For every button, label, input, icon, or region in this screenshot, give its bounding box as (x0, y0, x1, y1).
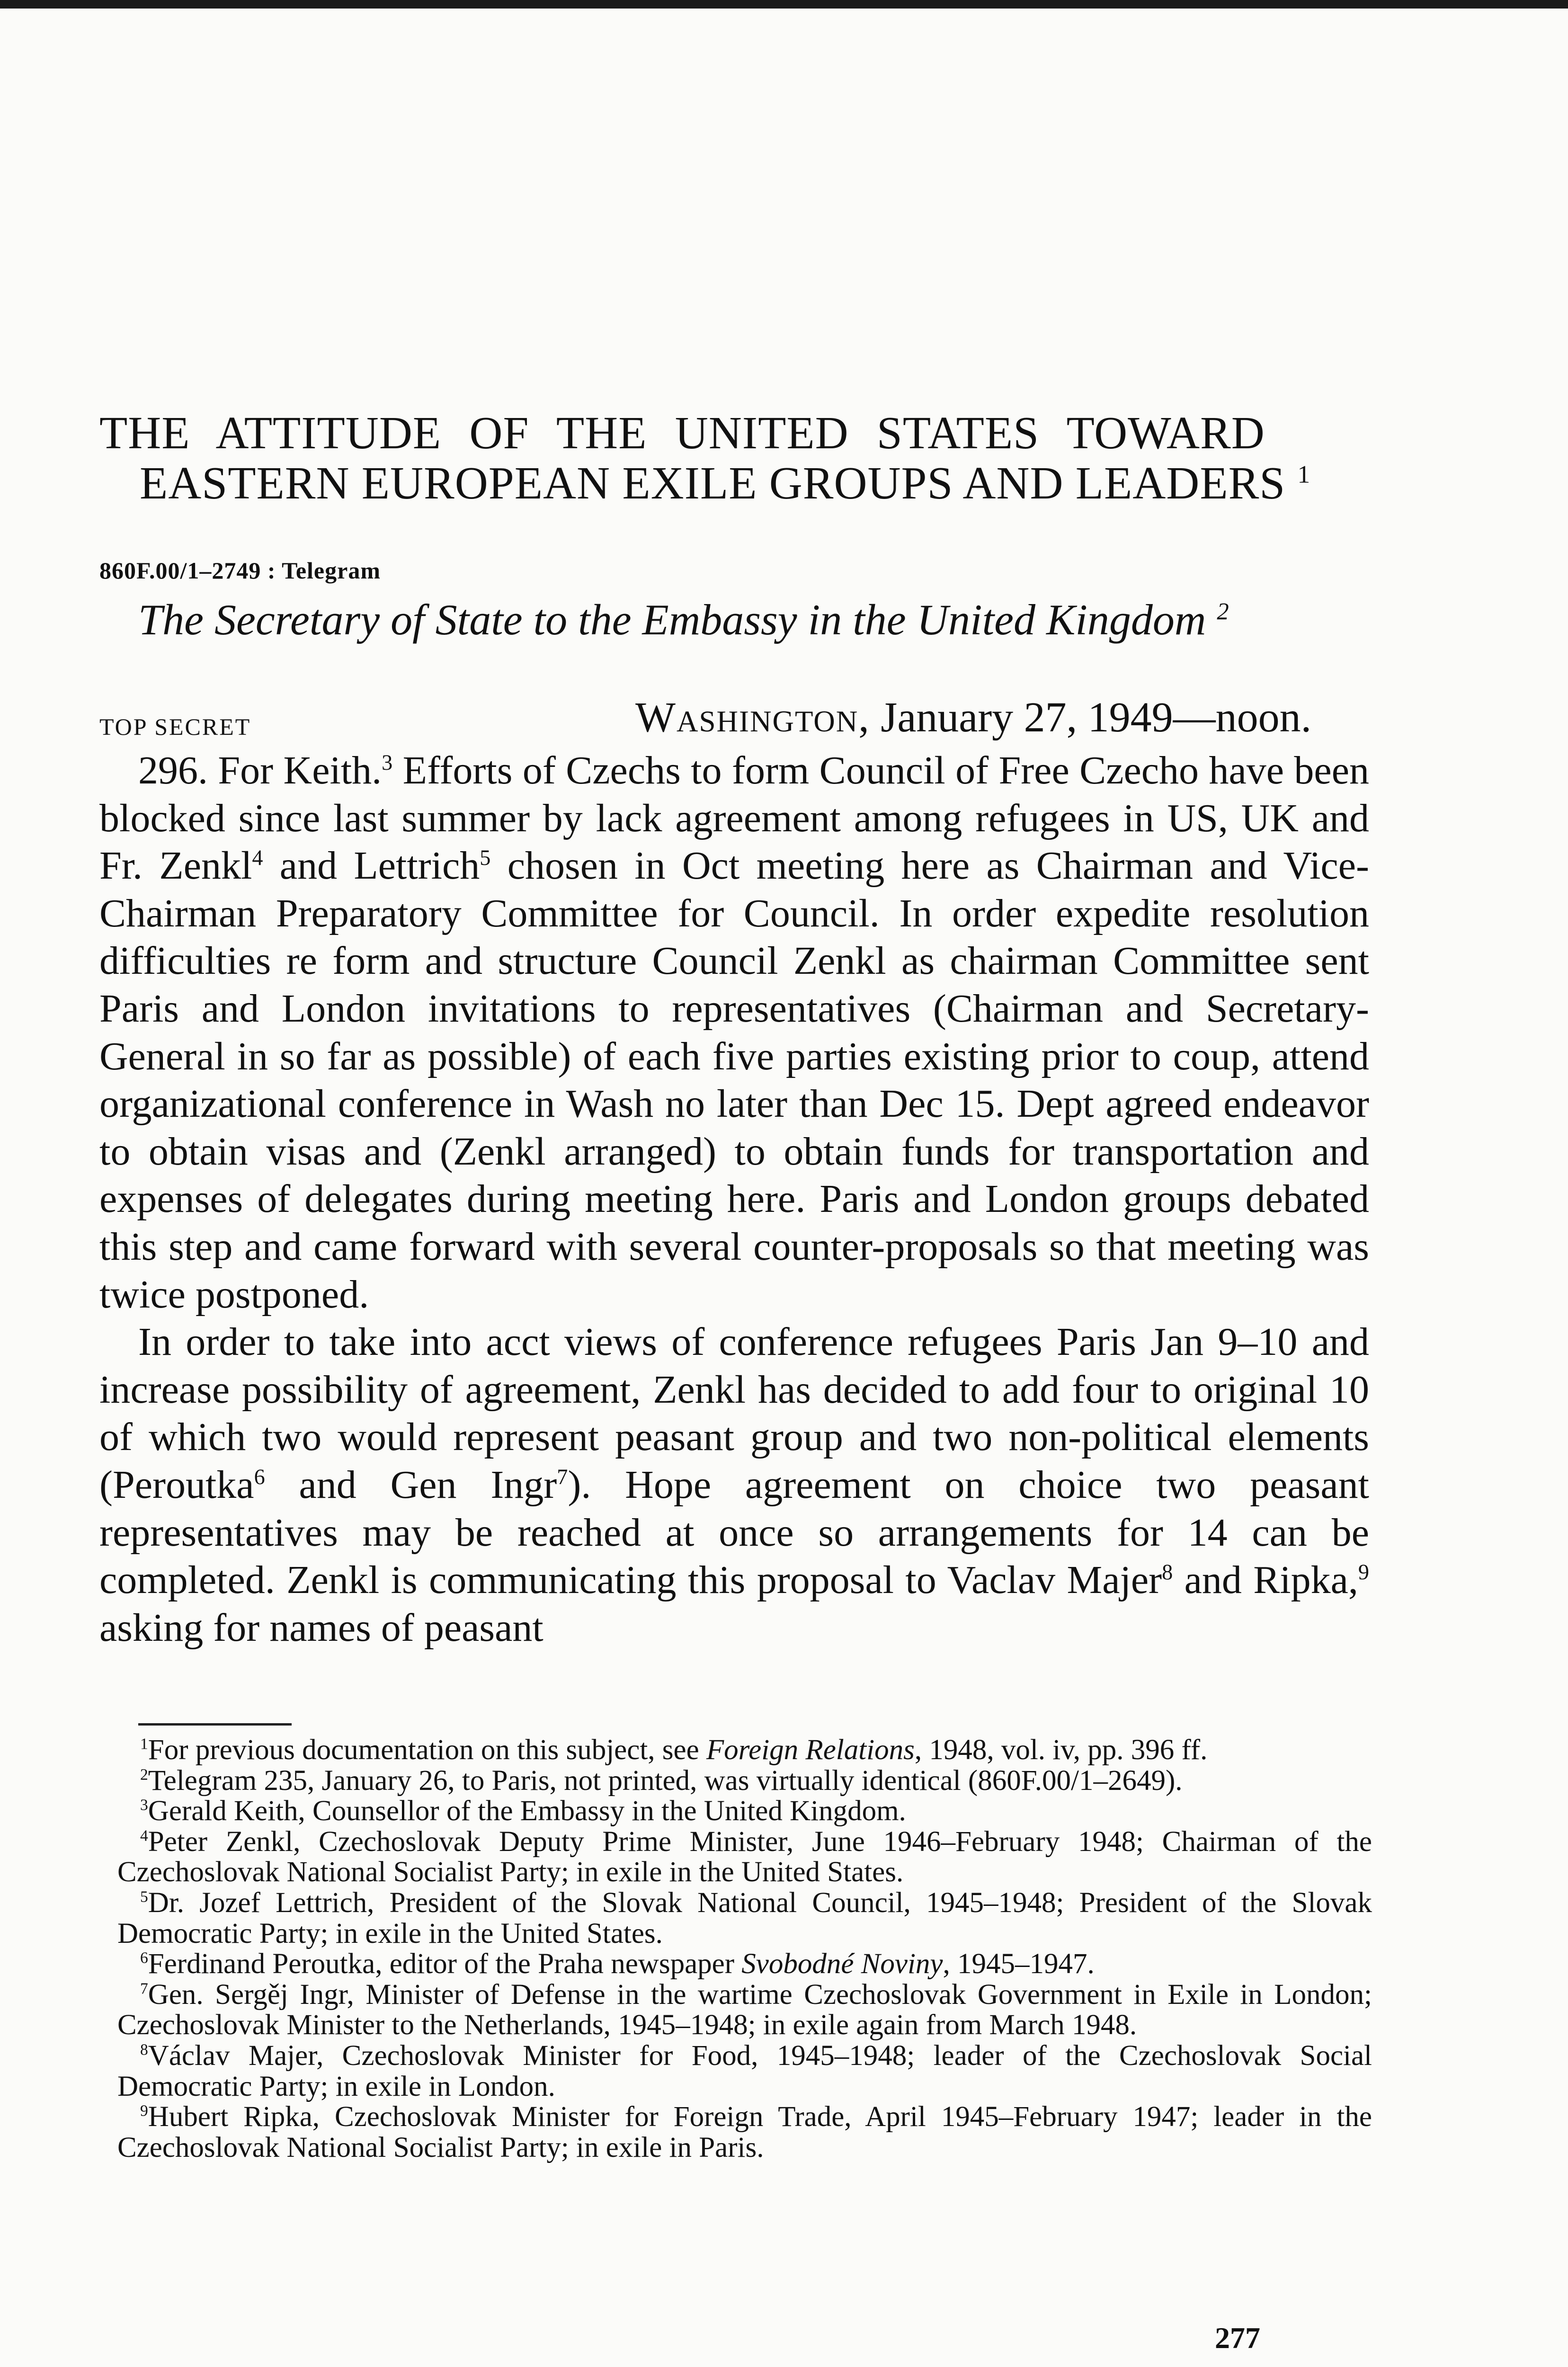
footnote-5-text: Dr. Jozef Lettrich, President of the Slovak National Council, 1945–1948; President of the Slovak Democratic Party; in exile in the United States. (117, 1886, 1372, 1949)
footnote-9-text: Hubert Ripka, Czechoslovak Minister for Foreign Trade, April 1945–February 1947; leader in the Czechoslovak National Socialist Party; in exile in Paris. (117, 2101, 1372, 2163)
footnote-ref-5: 5 (480, 845, 491, 870)
p2-seg-5: asking for names of peasant (99, 1605, 543, 1650)
footnote-2-text: Telegram 235, January 26, to Paris, not printed, was virtually identical (860F.00/1–2649). (148, 1764, 1183, 1797)
footnote-1-pre: For previous documentation on this subject, see (148, 1734, 706, 1766)
footnote-6 (117, 1949, 1372, 1980)
footnote-6-pre: Ferdinand Peroutka, editor of the Praha newspaper (148, 1948, 742, 1980)
chapter-title (99, 408, 1330, 508)
footnote-ref-9: 9 (1358, 1560, 1370, 1584)
p1-seg-2: Efforts of Czechs to form Council of Free Czecho have been blocked since last summer by lack agreement among refugees in US, UK and Fr. Zenkl (99, 748, 1370, 888)
footnote-9-mark: 9 (140, 2102, 148, 2120)
footnote-1 (117, 1735, 1372, 1766)
dateline-place: Washington, (635, 694, 870, 741)
p1-seg-4: chosen in Oct meeting here as Chairman and Vice-Chairman Preparatory Committee for Council. In order expedite resolution difficulties re form and structure Council Zenkl as chairman Committee sent Paris and London invitations to representatives (Chairman and Secretary-General in so far as possible) of each five parties existing prior to coup, attend organizational conference in Wash no later than Dec 15. Dept agreed endeavor to obtain visas and (Zenkl arranged) to obtain funds for transportation and expenses of delegates during meeting here. Paris and London groups debated this step and came forward with several counter-proposals so that meeting was twice postponed. (99, 844, 1369, 1317)
page-number: 277 (1215, 2321, 1260, 2355)
footnote-6-title: Svobodné Noviny (741, 1948, 943, 1980)
footnote-9 (117, 2102, 1372, 2163)
footnote-4-text: Peter Zenkl, Czechoslovak Deputy Prime Minister, June 1946–February 1948; Chairman of the Czechoslovak National Socialist Party; in exile in the United States. (117, 1825, 1372, 1888)
chapter-title-line-1: THE ATTITUDE OF THE UNITED STATES TOWARD (99, 408, 1265, 458)
footnote-divider (138, 1723, 292, 1726)
p2-seg-3: ). Hope agreement on choice two peasant representatives may be reached at once so arrangements for 14 can be completed. Zenkl is communicating this proposal to Vaclav Majer (99, 1462, 1369, 1602)
footnote-8 (117, 2041, 1372, 2102)
footnote-ref-2: 2 (1217, 598, 1229, 625)
footnote-4-mark: 4 (140, 1827, 148, 1845)
p2-seg-4: and Ripka, (1173, 1558, 1358, 1602)
p2-seg-1: In order to take into acct views of conference refugees Paris Jan 9–10 and increase possibility of agreement, Zenkl has decided to add four to original 10 of which two would represent peasant group and two non-political elements (Peroutka (99, 1320, 1369, 1507)
addressee-line (138, 595, 1229, 645)
footnote-7 (117, 1980, 1372, 2041)
p1-seg-3: and Lettrich (263, 844, 480, 888)
footnote-8-text: Václav Majer, Czechoslovak Minister for Food, 1945–1948; leader of the Czechoslovak Social Democratic Party; in exile in London. (117, 2039, 1372, 2102)
chapter-title-line-2-text: EASTERN EUROPEAN EXILE GROUPS AND LEADERS (140, 458, 1286, 508)
telegram-body (99, 747, 1369, 1652)
dateline (635, 693, 1311, 742)
footnotes (117, 1735, 1372, 2163)
dateline-date: January 27, 1949—noon. (881, 694, 1312, 741)
body-paragraph-1 (99, 747, 1369, 1318)
footnote-ref-3: 3 (382, 750, 393, 774)
footnote-7-text: Gen. Sergěj Ingr, Minister of Defense in the wartime Czechoslovak Government in Exile in London; Czechoslovak Minister to the Netherlands, 1945–1948; in exile again from March 1948. (117, 1978, 1372, 2041)
footnote-1-post: , 1948, vol. iv, pp. 396 ff. (914, 1734, 1208, 1766)
footnote-4 (117, 1827, 1372, 1888)
footnote-ref-7: 7 (557, 1464, 568, 1489)
chapter-title-line-2 (99, 458, 1330, 508)
footnote-ref-1: 1 (1297, 460, 1311, 489)
addressee-text: The Secretary of State to the Embassy in the United Kingdom (138, 596, 1206, 644)
footnote-8-mark: 8 (140, 2041, 148, 2059)
footnote-5 (117, 1888, 1372, 1949)
footnote-6-post: , 1945–1947. (943, 1948, 1095, 1980)
page-top-edge (0, 0, 1568, 9)
footnote-3 (117, 1796, 1372, 1827)
footnote-ref-8: 8 (1162, 1560, 1173, 1584)
footnote-2 (117, 1766, 1372, 1797)
footnote-ref-4: 4 (252, 845, 263, 870)
p2-seg-2: and Gen Ingr (265, 1462, 557, 1507)
footnote-3-text: Gerald Keith, Counsellor of the Embassy in the United Kingdom. (148, 1795, 906, 1827)
footnote-6-mark: 6 (140, 1949, 148, 1967)
footnote-3-mark: 3 (140, 1796, 148, 1814)
footnote-1-title: Foreign Relations (706, 1734, 915, 1766)
footnote-ref-6: 6 (254, 1464, 265, 1489)
classification-label: TOP SECRET (99, 713, 251, 740)
document-reference: 860F.00/1–2749 : Telegram (99, 557, 381, 584)
body-paragraph-2 (99, 1318, 1369, 1652)
p1-seg-1: 296. For Keith. (138, 748, 382, 792)
footnote-5-mark: 5 (140, 1888, 148, 1906)
footnote-2-mark: 2 (140, 1766, 148, 1784)
footnote-7-mark: 7 (140, 1980, 148, 1998)
footnote-1-mark: 1 (140, 1735, 148, 1753)
